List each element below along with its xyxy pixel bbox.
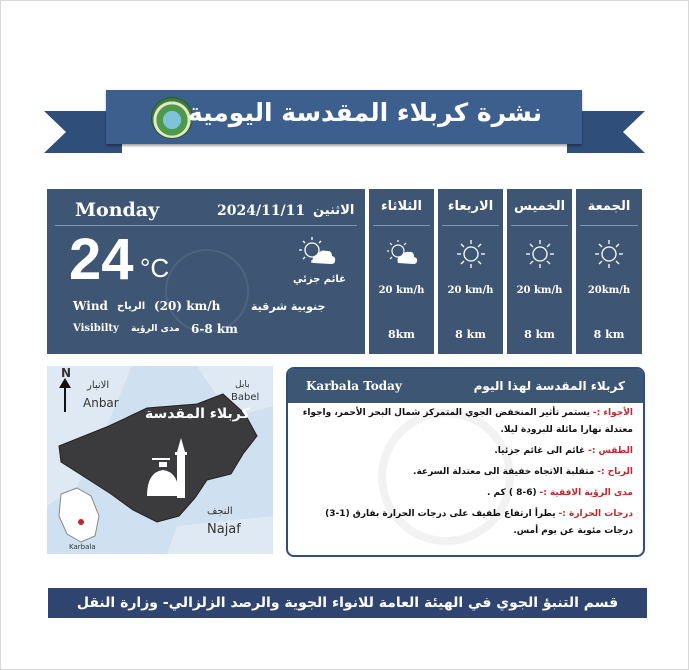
- sun-icon: [594, 239, 624, 273]
- partly-cloudy-icon: [385, 239, 419, 271]
- forecast-day-name: الاربعاء: [447, 199, 494, 214]
- report-item-text: يستمر تأثير المنخفض الجوي المتمركز شمال البحر الأحمر، واجواء معتدلة نهارا مائلة للبرودة ليلا.: [302, 408, 633, 435]
- divider: [442, 225, 499, 226]
- report-item-label: درجات الحرارة :-: [558, 509, 633, 519]
- forecast-day-name: الجمعة: [587, 199, 631, 214]
- forecast-wind: [438, 285, 503, 296]
- forecast-visibility: 8 km: [524, 328, 555, 341]
- visibility-value: 6-8 km: [191, 322, 238, 336]
- forecast-day-tuesday: [369, 189, 434, 354]
- today-date: 2024/11/11: [217, 203, 306, 219]
- forecast-visibility: 8km: [388, 328, 415, 341]
- forecast-day-name: الثلاثاء: [381, 199, 422, 214]
- forecast-wind-unit: km/h: [395, 285, 425, 296]
- forecast-wind-unit: km/h: [533, 285, 563, 296]
- divider: [580, 225, 638, 226]
- forecast-wind: [507, 285, 572, 296]
- today-day-en: Monday: [75, 199, 160, 221]
- report-item: [296, 485, 633, 502]
- divider: [511, 225, 568, 226]
- daily-report-card: [286, 367, 645, 557]
- forecast-wind: [369, 285, 434, 296]
- partly-cloudy-icon: [297, 235, 337, 273]
- wind-direction: جنوبية شرقية: [251, 300, 326, 313]
- report-item-label: الطقس :-: [588, 446, 633, 456]
- map-label-najaf-en: Najaf: [207, 522, 241, 537]
- wind-label-ar: الرياح: [117, 301, 146, 312]
- today-condition: غائم جزئي: [293, 274, 346, 285]
- title-ribbon: [106, 90, 582, 144]
- forecast-wind-unit: km/h: [464, 285, 494, 296]
- report-body: [296, 405, 633, 544]
- report-item-label: الرياح :-: [597, 467, 633, 477]
- forecast-wind-unit: km/h: [601, 285, 631, 296]
- map-label-najaf-ar: النجف: [207, 506, 233, 517]
- footer-banner: قسم التنبؤ الجوي في الهيئة العامة للانواء الجوية والرصد الزلزالي- وزارة النقل: [48, 588, 647, 618]
- forecast-day-name: الخميس: [513, 199, 566, 214]
- today-day-ar: الاثنين: [313, 203, 355, 218]
- report-item-label: مدى الرؤية الافقية :-: [539, 488, 633, 498]
- today-temperature: 24: [69, 227, 134, 292]
- report-item-text: متقلبة الاتجاه خفيفة الى معتدلة السرعة.: [413, 467, 595, 477]
- watermark-emblem: [165, 249, 249, 333]
- karbala-map: [47, 366, 273, 554]
- divider: [55, 225, 357, 226]
- meteorology-authority-logo-icon: [151, 97, 193, 139]
- temperature-unit: °C: [140, 253, 170, 283]
- forecast-visibility: 8 km: [593, 328, 625, 341]
- forecast-visibility: 8 km: [455, 328, 486, 341]
- report-item-text: غائم الى غائم جزئيا.: [494, 446, 586, 456]
- report-item: [296, 443, 633, 460]
- report-item-text: (6-8 ) كم .: [486, 488, 537, 498]
- map-label-babel-ar: بابل: [235, 380, 250, 390]
- forecast-wind-value: 20: [447, 285, 462, 296]
- forecast-day-thursday: [507, 189, 572, 354]
- visibility-label-en: Visibilty: [73, 323, 119, 334]
- forecast-day-wednesday: [438, 189, 503, 354]
- wind-value: (20) km/h: [154, 299, 221, 313]
- report-header: [288, 369, 643, 403]
- report-title-en: Karbala Today: [306, 379, 402, 393]
- map-label-anbar-en: Anbar: [83, 396, 119, 410]
- wind-label-en: Wind: [73, 299, 108, 313]
- today-card: [47, 189, 365, 354]
- map-label-babel-en: Babel: [231, 392, 260, 403]
- divider: [373, 225, 430, 226]
- sun-icon: [525, 239, 555, 273]
- map-label-karbala-en: Karbala: [69, 543, 96, 551]
- report-item-label: الأجواء :-: [592, 408, 633, 418]
- forecast-day-friday: [576, 189, 642, 354]
- report-item: [296, 405, 633, 439]
- map-label-karbala-ar: كربلاء المقدسة: [145, 406, 250, 422]
- visibility-label-ar: مدى الرؤية: [131, 324, 180, 334]
- forecast-panel: [47, 189, 642, 354]
- sun-icon: [456, 239, 486, 273]
- page-title: نشرة كربلاء المقدسة اليومية: [187, 98, 542, 127]
- report-item: [296, 506, 633, 540]
- forecast-wind-value: 20: [516, 285, 531, 296]
- forecast-wind-value: 20: [378, 285, 393, 296]
- forecast-wind: [576, 285, 642, 296]
- report-item-text: يطرأ ارتفاع طفيف على درجات الحرارة بفارق (1-3) درجات مئوية عن يوم أمس.: [325, 509, 633, 536]
- report-item: [296, 464, 633, 481]
- report-title-ar: كربلاء المقدسة لهذا اليوم: [473, 379, 625, 393]
- map-label-anbar-ar: الانبار: [87, 380, 110, 391]
- forecast-wind-value: 20: [587, 285, 602, 296]
- north-label: N: [61, 366, 72, 380]
